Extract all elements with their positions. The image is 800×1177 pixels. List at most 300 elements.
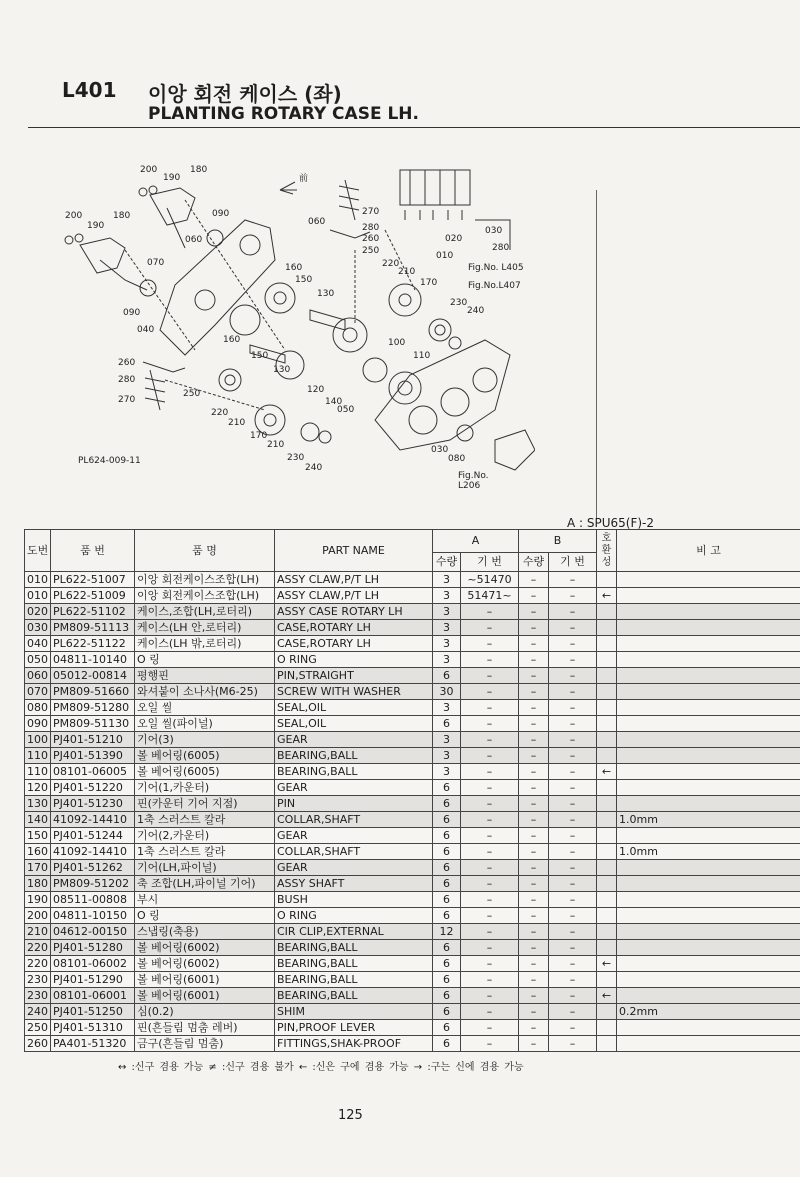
cell-ko: O 링 [135, 652, 275, 668]
cell-part-no: PJ401-51310 [51, 1020, 135, 1036]
callout-label: 130 [273, 365, 291, 375]
cell-ic [597, 620, 617, 636]
cell-ko: 기어(2,카운터) [135, 828, 275, 844]
cell-rmk: 1.0mm [617, 812, 800, 828]
cell-b-serial: – [549, 908, 597, 924]
cell-ko: 심(0.2) [135, 1004, 275, 1020]
cell-a-qty: 6 [433, 972, 461, 988]
callout-label: 280 [492, 243, 510, 253]
cell-en: GEAR [275, 780, 433, 796]
cell-no: 230 [25, 988, 51, 1004]
callout-label: 080 [448, 454, 466, 464]
section-code: L401 [62, 78, 117, 102]
cell-ko: 1축 스러스트 칼라 [135, 844, 275, 860]
cell-a-serial: – [461, 764, 519, 780]
cell-part-no: 05012-00814 [51, 668, 135, 684]
cell-part-no: PJ401-51290 [51, 972, 135, 988]
table-row [25, 940, 800, 956]
cell-part-no: PM809-51113 [51, 620, 135, 636]
cell-a-serial: – [461, 1036, 519, 1052]
callout-label: 250 [183, 389, 201, 399]
cell-b-serial: – [549, 620, 597, 636]
table-row [25, 684, 800, 700]
table-row [25, 620, 800, 636]
cell-ko: 볼 베어링(6001) [135, 972, 275, 988]
cell-en: FITTINGS,SHAK-PROOF [275, 1036, 433, 1052]
gear-170 [389, 284, 421, 316]
cell-ic [597, 844, 617, 860]
cell-ko: O 링 [135, 908, 275, 924]
cell-rmk [617, 892, 800, 908]
cell-b-serial: – [549, 652, 597, 668]
cell-part-no: PJ401-51220 [51, 780, 135, 796]
cell-ic [597, 668, 617, 684]
cell-b-qty: – [519, 1004, 549, 1020]
cell-rmk [617, 1020, 800, 1036]
cell-b-serial: – [549, 844, 597, 860]
cell-a-serial: – [461, 892, 519, 908]
cell-part-no: 04612-00150 [51, 924, 135, 940]
cell-rmk [617, 908, 800, 924]
spring-lower [145, 370, 165, 410]
cell-ic [597, 876, 617, 892]
cell-ko: 케이스(LH 밖,로터리) [135, 636, 275, 652]
cell-a-serial: – [461, 844, 519, 860]
table-row [25, 604, 800, 620]
cell-b-qty: – [519, 860, 549, 876]
cell-en: PIN,PROOF LEVER [275, 1020, 433, 1036]
cell-a-qty: 3 [433, 620, 461, 636]
cell-a-serial: – [461, 988, 519, 1004]
cell-a-serial: – [461, 972, 519, 988]
cell-ic: ← [597, 588, 617, 604]
col-group-b: B [519, 530, 597, 553]
cell-ic [597, 652, 617, 668]
cell-en: CIR CLIP,EXTERNAL [275, 924, 433, 940]
table-row [25, 572, 800, 588]
cell-no: 030 [25, 620, 51, 636]
cell-part-no: 08511-00808 [51, 892, 135, 908]
cell-ic [597, 972, 617, 988]
callout-label: 280 [118, 375, 136, 385]
header-divider [28, 127, 800, 128]
callout-label: 190 [87, 221, 105, 231]
cell-part-no: 04811-10140 [51, 652, 135, 668]
cell-no: 220 [25, 940, 51, 956]
table-row [25, 636, 800, 652]
table-row [25, 860, 800, 876]
cell-ic [597, 700, 617, 716]
cell-no: 070 [25, 684, 51, 700]
cell-rmk [617, 1036, 800, 1052]
cell-en: COLLAR,SHAFT [275, 812, 433, 828]
table-row [25, 812, 800, 828]
gear-100 [363, 358, 387, 382]
cell-part-no: PM809-51202 [51, 876, 135, 892]
callout-label: 170 [250, 431, 268, 441]
diagram-divider [596, 190, 597, 520]
cell-a-serial: – [461, 780, 519, 796]
callout-label: 060 [308, 217, 326, 227]
cell-en: BEARING,BALL [275, 764, 433, 780]
callout-label: 020 [445, 234, 463, 244]
model-note: A : SPU65(F)-2 [567, 516, 655, 530]
cell-en: ASSY CASE ROTARY LH [275, 604, 433, 620]
callout-label: 120 [307, 385, 325, 395]
table-row [25, 780, 800, 796]
cell-part-no: PM809-51130 [51, 716, 135, 732]
cell-rmk [617, 636, 800, 652]
cell-a-qty: 6 [433, 956, 461, 972]
table-row [25, 732, 800, 748]
callout-label: 130 [317, 289, 335, 299]
cell-a-serial: – [461, 860, 519, 876]
table-row [25, 796, 800, 812]
cell-b-qty: – [519, 956, 549, 972]
cell-no: 080 [25, 700, 51, 716]
cell-ko: 볼 베어링(6002) [135, 940, 275, 956]
cell-b-qty: – [519, 924, 549, 940]
callout-label: 260 [362, 234, 380, 244]
cell-a-serial: – [461, 956, 519, 972]
cell-rmk [617, 796, 800, 812]
cell-b-serial: – [549, 924, 597, 940]
cell-rmk [617, 572, 800, 588]
cell-no: 250 [25, 1020, 51, 1036]
cell-a-qty: 30 [433, 684, 461, 700]
cell-en: BEARING,BALL [275, 988, 433, 1004]
cell-en: SEAL,OIL [275, 700, 433, 716]
parts-table [24, 529, 800, 1052]
cell-b-qty: – [519, 588, 549, 604]
cell-part-no: PJ401-51390 [51, 748, 135, 764]
cell-rmk [617, 620, 800, 636]
cell-a-qty: 6 [433, 1020, 461, 1036]
cell-b-serial: – [549, 780, 597, 796]
cell-part-no: PJ401-51262 [51, 860, 135, 876]
cell-b-qty: – [519, 812, 549, 828]
case-rotary-outer [160, 220, 275, 355]
cell-no: 210 [25, 924, 51, 940]
cell-no: 040 [25, 636, 51, 652]
cell-ic [597, 780, 617, 796]
cell-ko: 핀(카운터 기어 지점) [135, 796, 275, 812]
cell-no: 110 [25, 764, 51, 780]
callout-label: 090 [212, 209, 230, 219]
table-row [25, 956, 800, 972]
cell-rmk [617, 828, 800, 844]
cell-b-qty: – [519, 908, 549, 924]
cell-a-qty: 6 [433, 1036, 461, 1052]
cell-part-no: PM809-51660 [51, 684, 135, 700]
table-row [25, 988, 800, 1004]
cell-a-qty: 6 [433, 716, 461, 732]
cell-a-serial: – [461, 748, 519, 764]
cell-rmk [617, 588, 800, 604]
cell-rmk [617, 652, 800, 668]
cell-b-serial: – [549, 1020, 597, 1036]
cell-en: ASSY CLAW,P/T LH [275, 572, 433, 588]
cell-no: 010 [25, 572, 51, 588]
cell-a-serial: – [461, 908, 519, 924]
cell-a-serial: – [461, 604, 519, 620]
table-row [25, 748, 800, 764]
callout-label: 070 [147, 258, 165, 268]
cell-en: ASSY CLAW,P/T LH [275, 588, 433, 604]
cell-ko: 핀(흔들림 멈춤 레버) [135, 1020, 275, 1036]
cell-a-serial: – [461, 620, 519, 636]
callout-label: 260 [118, 358, 136, 368]
cell-no: 140 [25, 812, 51, 828]
cell-a-serial: – [461, 828, 519, 844]
cell-b-qty: – [519, 764, 549, 780]
page-number: 125 [338, 1108, 363, 1123]
cell-a-serial: – [461, 732, 519, 748]
cell-ko: 오일 씰 [135, 700, 275, 716]
cell-a-serial: ~51470 [461, 572, 519, 588]
cell-rmk [617, 700, 800, 716]
cell-en: BEARING,BALL [275, 748, 433, 764]
cell-en: O RING [275, 652, 433, 668]
cell-no: 200 [25, 908, 51, 924]
cell-rmk [617, 668, 800, 684]
front-direction-label: 前 [299, 174, 309, 184]
cell-part-no: PL622-51007 [51, 572, 135, 588]
cell-a-serial: – [461, 876, 519, 892]
cell-en: GEAR [275, 732, 433, 748]
cell-no: 120 [25, 780, 51, 796]
cell-part-no: PM809-51280 [51, 700, 135, 716]
cell-en: BUSH [275, 892, 433, 908]
callout-label: 220 [382, 259, 400, 269]
cell-b-qty: – [519, 1036, 549, 1052]
cell-b-serial: – [549, 636, 597, 652]
cell-b-serial: – [549, 604, 597, 620]
cell-en: SEAL,OIL [275, 716, 433, 732]
callout-label: 270 [118, 395, 136, 405]
spring-top [339, 180, 359, 220]
callout-label: L206 [458, 481, 481, 491]
cell-rmk: 0.2mm [617, 1004, 800, 1020]
bearing [429, 319, 451, 341]
cell-no: 020 [25, 604, 51, 620]
table-row [25, 668, 800, 684]
cell-b-serial: – [549, 860, 597, 876]
cell-no: 260 [25, 1036, 51, 1052]
callout-label: 150 [251, 351, 269, 361]
cell-b-serial: – [549, 732, 597, 748]
cell-en: CASE,ROTARY LH [275, 636, 433, 652]
cell-a-qty: 6 [433, 780, 461, 796]
cell-ko: 케이스(LH 안,로터리) [135, 620, 275, 636]
cell-ic: ← [597, 988, 617, 1004]
cell-no: 110 [25, 748, 51, 764]
cell-rmk [617, 764, 800, 780]
cell-b-qty: – [519, 972, 549, 988]
cell-b-qty: – [519, 988, 549, 1004]
cell-ic: ← [597, 764, 617, 780]
cell-ic [597, 828, 617, 844]
cell-ko: 기어(1,카운터) [135, 780, 275, 796]
cell-no: 010 [25, 588, 51, 604]
cell-rmk [617, 956, 800, 972]
cell-en: GEAR [275, 860, 433, 876]
cell-ic [597, 796, 617, 812]
cell-part-no: 08101-06002 [51, 956, 135, 972]
cell-ic [597, 892, 617, 908]
cell-rmk [617, 716, 800, 732]
cell-part-no: PL622-51102 [51, 604, 135, 620]
cell-b-serial: – [549, 1036, 597, 1052]
cell-no: 050 [25, 652, 51, 668]
callout-label: 140 [325, 397, 343, 407]
cell-b-serial: – [549, 700, 597, 716]
cell-a-qty: 3 [433, 588, 461, 604]
callout-label: PL624-009-11 [78, 456, 141, 466]
cell-a-serial: – [461, 700, 519, 716]
cell-b-qty: – [519, 636, 549, 652]
cell-a-qty: 6 [433, 668, 461, 684]
cell-ko: 이앙 회전케이스조합(LH) [135, 572, 275, 588]
cell-b-serial: – [549, 764, 597, 780]
callout-label: 030 [485, 226, 503, 236]
table-row [25, 908, 800, 924]
cell-a-serial: – [461, 1004, 519, 1020]
table-row [25, 844, 800, 860]
cell-ko: 기어(3) [135, 732, 275, 748]
cell-b-qty: – [519, 780, 549, 796]
cell-ic [597, 732, 617, 748]
callout-label: 050 [337, 405, 355, 415]
cell-b-qty: – [519, 684, 549, 700]
cell-a-serial: – [461, 940, 519, 956]
table-row [25, 764, 800, 780]
cell-b-qty: – [519, 700, 549, 716]
callout-label: 270 [362, 207, 380, 217]
callout-label: 240 [305, 463, 323, 473]
cell-a-serial: – [461, 636, 519, 652]
table-row [25, 828, 800, 844]
cell-part-no: 08101-06005 [51, 764, 135, 780]
cell-no: 220 [25, 956, 51, 972]
cell-ic [597, 636, 617, 652]
col-group-a: A [433, 530, 519, 553]
callout-label: 100 [388, 338, 406, 348]
gear-150-lower [230, 305, 260, 335]
cell-ko: 금구(흔들림 멈춤) [135, 1036, 275, 1052]
table-row [25, 1004, 800, 1020]
cell-b-serial: – [549, 668, 597, 684]
callout-label: 030 [431, 445, 449, 455]
cell-a-qty: 3 [433, 652, 461, 668]
col-b-qty: 수량 [519, 553, 549, 572]
cell-ic [597, 1020, 617, 1036]
cell-part-no: 41092-14410 [51, 844, 135, 860]
cell-ko: 볼 베어링(6002) [135, 956, 275, 972]
cell-rmk [617, 604, 800, 620]
cell-en: PIN [275, 796, 433, 812]
table-row [25, 1036, 800, 1052]
cell-a-qty: 6 [433, 860, 461, 876]
cell-a-serial: – [461, 684, 519, 700]
cell-b-qty: – [519, 876, 549, 892]
cell-a-qty: 6 [433, 844, 461, 860]
cell-b-qty: – [519, 652, 549, 668]
seal-ring [207, 230, 223, 246]
cell-no: 230 [25, 972, 51, 988]
cell-en: SCREW WITH WASHER [275, 684, 433, 700]
cell-a-serial: – [461, 652, 519, 668]
cell-ic [597, 604, 617, 620]
cell-b-serial: – [549, 828, 597, 844]
callout-label: 210 [398, 267, 416, 277]
cell-rmk [617, 876, 800, 892]
cell-ko: 평행핀 [135, 668, 275, 684]
callout-label: 230 [287, 453, 305, 463]
cell-ko: 스냅링(축용) [135, 924, 275, 940]
cell-b-qty: – [519, 604, 549, 620]
cell-b-serial: – [549, 876, 597, 892]
cell-a-serial: – [461, 668, 519, 684]
cell-part-no: 41092-14410 [51, 812, 135, 828]
cell-a-qty: 12 [433, 924, 461, 940]
callout-label: 150 [295, 275, 313, 285]
cell-a-qty: 6 [433, 828, 461, 844]
table-row [25, 1020, 800, 1036]
cell-rmk [617, 748, 800, 764]
cell-ic [597, 940, 617, 956]
callout-label: 010 [436, 251, 454, 261]
cell-a-serial: – [461, 796, 519, 812]
cell-ko: 1축 스러스트 칼라 [135, 812, 275, 828]
cell-part-no: 08101-06001 [51, 988, 135, 1004]
callout-label: 200 [65, 211, 83, 221]
interchange-legend: ↔ :신구 겸용 가능 ≠ :신구 겸용 불가 ← :신은 구에 겸용 가능 → :구는 신에 겸용 가능 [118, 1062, 524, 1073]
callout-label: 250 [362, 246, 380, 256]
cell-rmk [617, 924, 800, 940]
cell-rmk: 1.0mm [617, 844, 800, 860]
callout-label: 090 [123, 308, 141, 318]
col-remarks: 비 고 [617, 530, 800, 572]
callout-label: Fig.No.L407 [468, 281, 521, 291]
cell-part-no: PL622-51009 [51, 588, 135, 604]
cell-no: 100 [25, 732, 51, 748]
callout-label: 160 [223, 335, 241, 345]
callout-label: 040 [137, 325, 155, 335]
cell-ic [597, 684, 617, 700]
cell-part-no: PJ401-51250 [51, 1004, 135, 1020]
col-part-no: 품 번 [51, 530, 135, 572]
callout-label: 170 [420, 278, 438, 288]
cell-no: 190 [25, 892, 51, 908]
cell-b-qty: – [519, 844, 549, 860]
cell-b-qty: – [519, 668, 549, 684]
cell-en: BEARING,BALL [275, 972, 433, 988]
cell-b-qty: – [519, 796, 549, 812]
shaft-assembly-lower [80, 238, 125, 273]
cell-ko: 볼 베어링(6005) [135, 748, 275, 764]
cell-no: 060 [25, 668, 51, 684]
cell-ko: 와셔붙이 소나사(M6-25) [135, 684, 275, 700]
cell-ic [597, 572, 617, 588]
cell-b-qty: – [519, 572, 549, 588]
col-interchange: 호환성 [597, 530, 617, 572]
cell-ic: ← [597, 956, 617, 972]
cell-a-qty: 3 [433, 748, 461, 764]
cell-b-qty: – [519, 620, 549, 636]
cell-rmk [617, 972, 800, 988]
cell-b-serial: – [549, 684, 597, 700]
